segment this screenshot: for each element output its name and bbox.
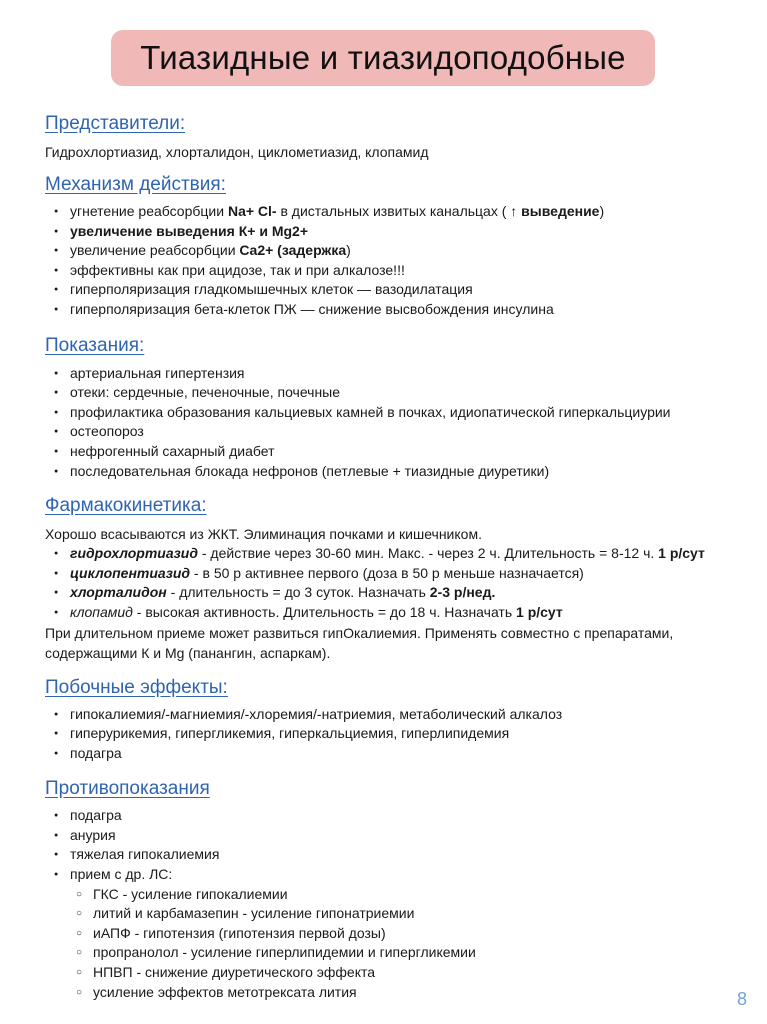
heading-side-effects: Побочные эффекты: <box>45 676 228 698</box>
page-title: Тиазидные и тиазидоподобные <box>140 39 626 76</box>
representatives-text: Гидрохлортиазид, хлорталидон, циклометиазид, клопамид <box>45 144 429 160</box>
section-indications <box>45 334 745 482</box>
section-side-effects <box>45 676 745 764</box>
list-item: ● анурия <box>45 826 745 846</box>
section-contraindications <box>45 777 745 1002</box>
list-item: ● угнетение реабсорбции Na+ Cl- в дистальных извитых канальцах ( ↑ выведение) <box>45 202 745 222</box>
page-number: 8 <box>736 989 747 1009</box>
sublist-item: ○ пропранолол - усиление гиперлипидемии и гипергликемии <box>45 943 745 963</box>
pharmacokinetics-intro: Хорошо всасываются из ЖКТ. Элиминация почками и кишечником. <box>45 526 482 543</box>
list-item: ● прием с др. ЛС: <box>45 865 745 885</box>
list-item: ● подагра <box>45 806 745 826</box>
section-representatives <box>45 112 745 162</box>
list-item: ● хлорталидон - длительность = до 3 суток. Назначать 2-3 р/нед. <box>45 583 745 603</box>
list-item: ● профилактика образования кальциевых камней в почках, идиопатической гиперкальциурии <box>45 403 745 423</box>
list-item: ● гиперурикемия, гипергликемия, гиперкальциемия, гиперлипидемия <box>45 724 745 744</box>
list-item: ● клопамид - высокая активность. Длительность = до 18 ч. Назначать 1 р/сут <box>45 603 745 623</box>
heading-representatives: Представители: <box>45 113 186 134</box>
heading-indications: Показания: <box>45 334 145 356</box>
list-item: ● увеличение реабсорбции Ca2+ (задержка) <box>45 241 745 261</box>
list-item: ● циклопентиазид - в 50 р активнее первого (доза в 50 р меньше назначается) <box>45 564 745 584</box>
section-pharmacokinetics <box>45 494 745 662</box>
sublist-item: ○ ГКС - усиление гипокалиемии <box>45 885 745 905</box>
content <box>45 112 745 1002</box>
list-item: ● нефрогенный сахарный диабет <box>45 442 745 462</box>
title-box <box>111 30 655 86</box>
list-item: ● увеличение выведения К+ и Mg2+ <box>45 222 745 242</box>
section-mechanism <box>45 173 745 320</box>
list-item: ● тяжелая гипокалиемия <box>45 845 745 865</box>
heading-pharmacokinetics: Фармакокинетика: <box>45 495 207 517</box>
list-item: ● эффективны как при ацидозе, так и при алкалозе!!! <box>45 261 745 281</box>
sublist-item: ○ НПВП - снижение диуретического эффекта <box>45 963 745 983</box>
list-item: ● гиперполяризация бета-клеток ПЖ — снижение высвобождения инсулина <box>45 300 745 320</box>
list-item: ● подагра <box>45 744 745 764</box>
pharmacokinetics-outro-1: При длительном приеме может развиться гипОкалиемия. Применять совместно с препаратами, <box>45 624 674 641</box>
list-item: ● последовательная блокада нефронов (петлевые + тиазидные диуретики) <box>45 462 745 482</box>
list-item: ● гипокалиемия/-магниемия/-хлоремия/-натриемия, метаболический алкалоз <box>45 705 745 725</box>
list-item: ● остеопороз <box>45 422 745 442</box>
list-item: ● отеки: сердечные, печеночные, почечные <box>45 383 745 403</box>
list-item: ● гиперполяризация гладкомышечных клеток — вазодилатация <box>45 280 745 300</box>
heading-mechanism: Механизм действия: <box>45 174 226 195</box>
list-item: ● гидрохлортиазид - действие через 30-60 мин. Макс. - через 2 ч. Длительность = 8-12 ч. 1 р/сут <box>45 544 745 564</box>
sublist-item: ○ иАПФ - гипотензия (гипотензия первой дозы) <box>45 924 745 944</box>
heading-contraindications: Противопоказания <box>45 778 210 800</box>
pharmacokinetics-outro-2: содержащими К и Mg (панангин, аспаркам). <box>45 644 331 661</box>
list-item: ● артериальная гипертензия <box>45 364 745 384</box>
sublist-item: ○ литий и карбамазепин - усиление гипонатриемии <box>45 904 745 924</box>
sublist-item: ○ усиление эффектов метотрексата лития <box>45 983 745 1003</box>
